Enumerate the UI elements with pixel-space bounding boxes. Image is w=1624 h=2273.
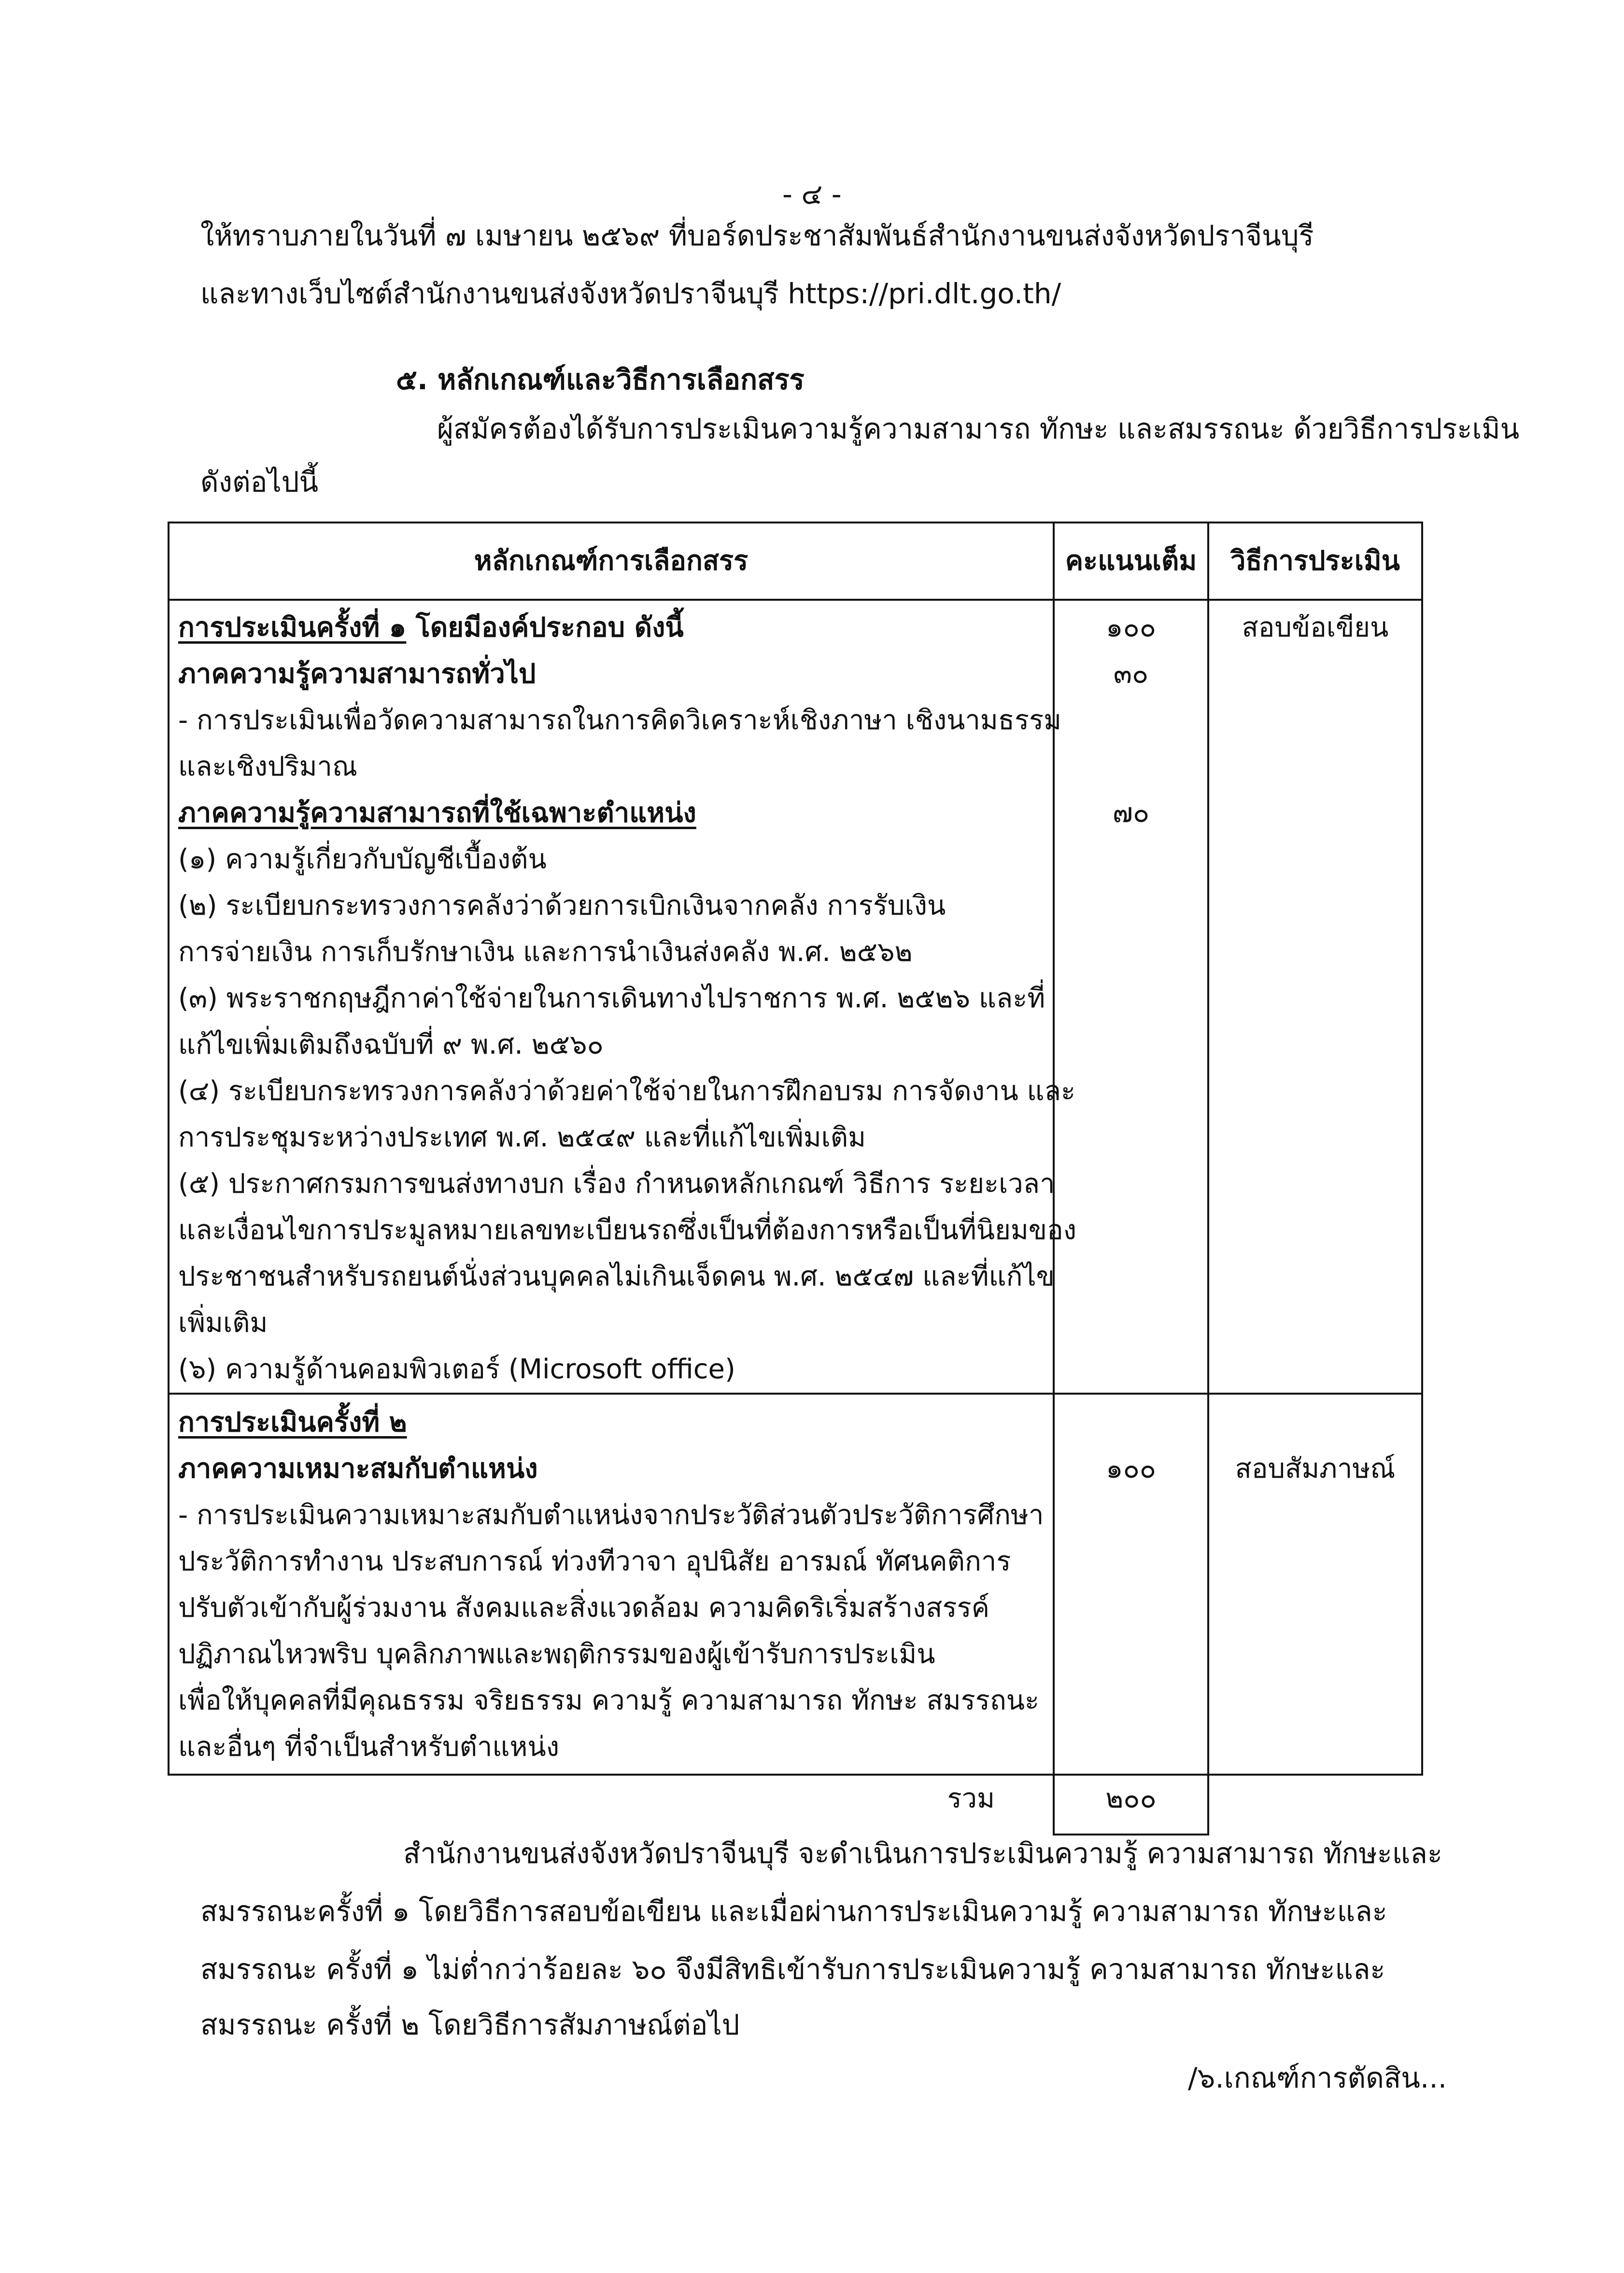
specific-item: การประชุมระหว่างประเทศ พ.ศ. ๒๕๔๙ และที่แก้ไขเพิ่มเติม [178,1122,866,1153]
suitability-title: ภาคความเหมาะสมกับตำแหน่ง [178,1453,538,1484]
general-desc-line-1: - การประเมินเพื่อวัดความสามารถในการคิดวิเคราะห์เชิงภาษา เชิงนามธรรม [178,705,1062,736]
criteria-table [168,522,1423,1835]
table-row-round-2 [169,1394,1422,1775]
suitability-desc-line: ปฏิภาณไหวพริบ บุคลิกภาพและพฤติกรรมของผู้เข้ารับการประเมิน [178,1638,935,1670]
round-2-score: ๑๐๐ [1106,1453,1156,1484]
round-1-score: ๑๐๐ [1106,612,1156,643]
specific-item: แก้ไขเพิ่มเติมถึงฉบับที่ ๙ พ.ศ. ๒๕๖๐ [178,1029,604,1060]
continuation-note: /๖.เกณฑ์การตัดสิน... [1188,2061,1447,2094]
suitability-desc-line: - การประเมินความเหมาะสมกับตำแหน่งจากประวัติส่วนตัวประวัติการศึกษา [178,1499,1044,1531]
closing-line-1: สำนักงานขนส่งจังหวัดปราจีนบุรี จะดำเนินการประเมินความรู้ ความสามารถ ทักษะและ [403,1837,1443,1870]
specific-item: การจ่ายเงิน การเก็บรักษาเงิน และการนำเงินส่งคลัง พ.ศ. ๒๕๖๒ [178,936,913,968]
section-paragraph-line-2: ดังต่อไปนี้ [200,466,319,498]
suitability-desc-line: เพื่อให้บุคคลที่มีคุณธรรม จริยธรรม ความรู้ ความสามารถ ทักษะ สมรรถนะ [178,1685,1040,1716]
general-score: ๓๐ [1113,658,1149,690]
specific-item: และเงื่อนไขการประมูลหมายเลขทะเบียนรถซึ่งเป็นที่ต้องการหรือเป็นที่นิยมของ [178,1214,1077,1246]
suitability-desc-line: ประวัติการทำงาน ประสบการณ์ ท่วงทีวาจา อุปนิสัย อารมณ์ ทัศนคติการ [178,1546,1011,1577]
specific-item: (๔) ระเบียบกระทรวงการคลังว่าด้วยค่าใช้จ่ายในการฝึกอบรม การจัดงาน และ [178,1075,1076,1107]
specific-item: (๖) ความรู้ด้านคอมพิวเตอร์ (Microsoft office) [178,1354,735,1385]
general-desc-line-2: และเชิงปริมาณ [178,751,357,782]
round-2-criteria [169,1394,1054,1775]
intro-line-2: และทางเว็บไซต์สำนักงานขนส่งจังหวัดปราจีนบุรี https://pri.dlt.go.th/ [200,277,1061,310]
round-1-title: การประเมินครั้งที่ ๑ [178,612,407,643]
total-score: ๒๐๐ [1054,1775,1208,1835]
section-paragraph-line-1: ผู้สมัครต้องได้รับการประเมินความรู้ความสามารถ ทักษะ และสมรรถนะ ด้วยวิธีการประเมิน [437,412,1520,445]
page-number: - ๔ - [782,178,842,211]
round-2-method-text: สอบสัมภาษณ์ [1235,1453,1396,1484]
specific-item: (๕) ประกาศกรมการขนส่งทางบก เรื่อง กำหนดหลักเกณฑ์ วิธีการ ระยะเวลา [178,1168,1055,1200]
intro-line-1: ให้ทราบภายในวันที่ ๗ เมษายน ๒๕๖๙ ที่บอร์ดประชาสัมพันธ์สำนักงานขนส่งจังหวัดปราจีนบุรี [200,219,1314,252]
table-row-round-1 [169,600,1422,1394]
specific-item: ประชาชนสำหรับรถยนต์นั่งส่วนบุคคลไม่เกินเจ็ดคน พ.ศ. ๒๕๔๗ และที่แก้ไข [178,1261,1055,1292]
table-total-row [169,1775,1422,1835]
specific-item: (๑) ความรู้เกี่ยวกับบัญชีเบื้องต้น [178,844,547,875]
round-1-criteria [169,600,1077,1394]
total-label: รวม [169,1775,1054,1835]
round-1-method-text: สอบข้อเขียน [1242,612,1389,643]
round-2-title: การประเมินครั้งที่ ๒ [178,1407,407,1438]
round-2-method [1208,1394,1422,1775]
general-knowledge-title: ภาคความรู้ความสามารถทั่วไป [178,658,536,690]
specific-item: เพิ่มเติม [178,1307,268,1339]
round-2-scores [1054,1394,1208,1775]
round-1-title-rest: โดยมีองค์ประกอบ ดังนี้ [406,612,684,643]
suitability-desc-line: ปรับตัวเข้ากับผู้ร่วมงาน สังคมและสิ่งแวดล้อม ความคิดริเริ่มสร้างสรรค์ [178,1592,990,1624]
specific-score: ๗๐ [1112,797,1150,829]
closing-line-4: สมรรถนะ ครั้งที่ ๒ โดยวิธีการสัมภาษณ์ต่อไป [200,2008,740,2041]
round-1-scores [1054,600,1208,1394]
header-full-score: คะแนนเต็ม [1054,522,1208,600]
table-header-row [169,522,1422,600]
specific-knowledge-title: ภาคความรู้ความสามารถที่ใช้เฉพาะตำแหน่ง [178,797,696,829]
closing-line-3: สมรรถนะ ครั้งที่ ๑ ไม่ต่ำกว่าร้อยละ ๖๐ จึงมีสิทธิเข้ารับการประเมินความรู้ ความสามารถ ทักษะและ [200,1953,1385,1986]
header-method: วิธีการประเมิน [1208,522,1422,600]
section-heading: ๕. หลักเกณฑ์และวิธีการเลือกสรร [396,363,805,396]
closing-line-2: สมรรถนะครั้งที่ ๑ โดยวิธีการสอบข้อเขียน และเมื่อผ่านการประเมินความรู้ ความสามารถ ทักษะและ [200,1895,1387,1928]
specific-item: (๒) ระเบียบกระทรวงการคลังว่าด้วยการเบิกเงินจากคลัง การรับเงิน [178,890,946,921]
specific-item: (๓) พระราชกฤษฎีกาค่าใช้จ่ายในการเดินทางไปราชการ พ.ศ. ๒๕๒๖ และที่ [178,983,1045,1014]
header-criteria: หลักเกณฑ์การเลือกสรร [169,522,1054,600]
suitability-desc-line: และอื่นๆ ที่จำเป็นสำหรับตำแหน่ง [178,1731,560,1763]
total-blank [1208,1775,1422,1835]
round-1-method [1208,600,1422,1394]
